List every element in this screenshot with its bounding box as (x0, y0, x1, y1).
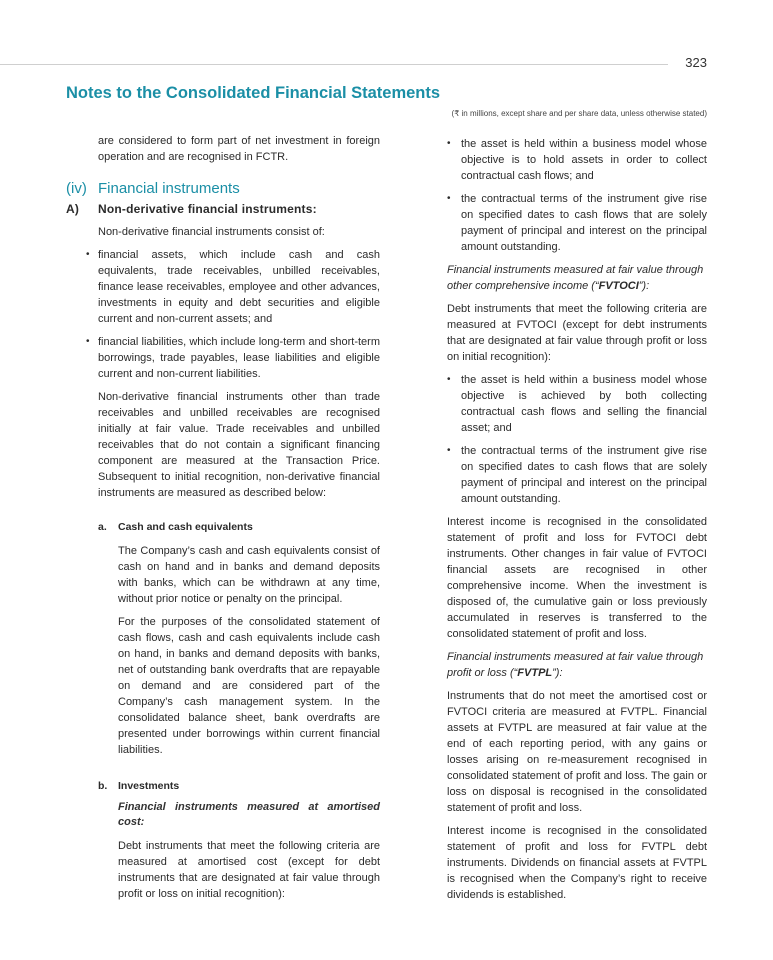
heading-abbrev: FVTPL (517, 667, 553, 679)
fvtoci-criteria-list (447, 372, 707, 507)
item-letter: b. (98, 780, 108, 792)
fvtpl-heading (447, 649, 707, 681)
section-number: (iv) (66, 180, 87, 197)
heading-text: Financial instruments measured at fair value through profit or loss (“ (447, 651, 704, 679)
list-item: • financial assets, which include cash and cash equivalents, trade receivables, unbilled receivables, finance lease receivables, employee and other advances, investments in equity and debt securities and eligible current and non-current assets; and (88, 247, 380, 327)
subsection-number: A) (66, 202, 80, 216)
item-letter: a. (98, 521, 107, 533)
heading-text-end: ”): (552, 667, 563, 679)
continuation-paragraph: are considered to form part of net investment in foreign operation and are recognised in FCTR. (98, 135, 380, 163)
currency-note: (₹ in millions, except share and per share data, unless otherwise stated) (451, 109, 707, 118)
heading-text-end: ”): (638, 280, 650, 292)
body-paragraph: Interest income is recognised in the consolidated statement of profit and loss for FVTOCI debt instruments. Other changes in fair value of FVTOCI financial assets are recognised in other comprehensive income. When the investment is disposed of, the cumulative gain or loss previously accumulated in reserves is transferred to the consolidated statement of profit and loss. (447, 516, 707, 640)
left-column (66, 133, 380, 909)
body-paragraph: Instruments that do not meet the amortised cost or FVTOCI criteria are measured at FVTPL. Financial assets at FVTPL are measured at fair value at the end of each reporting period, with any gains or losses arising on re-measurement recognised in consolidated statement of profit and loss. The gain or loss on disposal is recognised in the consolidated statement of profit and loss. (447, 690, 707, 814)
heading-investments (98, 778, 380, 794)
body-paragraph: Debt instruments that meet the following criteria are measured at amortised cost (except for debt instruments that are designated at fair value through profit or loss on initial recognition): (118, 840, 380, 900)
instrument-list (98, 247, 380, 382)
list-item: • financial liabilities, which include long-term and short-term borrowings, trade payables, lease liabilities and eligible current and non-current liabilities. (88, 334, 380, 382)
list-item: • the contractual terms of the instrument give rise on specified dates to cash flows that are solely payment of principal and interest on the principal amount outstanding. (447, 191, 707, 255)
page-number: 323 (685, 55, 707, 70)
heading-text: Financial instruments measured at fair value through other comprehensive income (“ (447, 264, 704, 292)
subsection-title: Non-derivative financial instruments: (98, 202, 317, 216)
subsection-heading-a (66, 201, 380, 217)
amortised-cost-heading: Financial instruments measured at amortised cost: (118, 801, 380, 828)
body-paragraph: Interest income is recognised in the consolidated statement of profit and loss for FVTPL debt instruments. Dividends on financial assets at FVTPL is recognised when the Company’s right to receive dividends is established. (447, 825, 707, 901)
page-title: Notes to the Consolidated Financial Statements (66, 84, 441, 102)
body-paragraph: Debt instruments that meet the following criteria are measured at FVTOCI (except for debt instruments that are designated at fair value through profit or loss on initial recognition): (447, 303, 707, 363)
list-item: • the asset is held within a business model whose objective is to hold assets in order to collect contractual cash flows; and (447, 136, 707, 184)
amortised-criteria-list (447, 136, 707, 255)
fvtoci-heading (447, 262, 707, 294)
list-item: • the asset is held within a business model whose objective is achieved by both collecting contractual cash flows and selling the financial asset; and (447, 372, 707, 436)
body-paragraph: Non-derivative financial instruments other than trade receivables and unbilled receivables are recognised initially at fair value. Trade receivables and unbilled receivables that do not contain a significant financing component are measured at the Transaction Price. Subsequent to initial recognition, non-derivative financial instruments are measured as described below: (98, 391, 380, 499)
section-title: Financial instruments (98, 180, 240, 197)
item-title: Cash and cash equivalents (118, 521, 253, 533)
body-paragraph: The Company’s cash and cash equivalents consist of cash on hand and in banks and demand deposits with banks, which can be withdrawn at any time, without prior notice or penalty on the principal. (118, 545, 380, 605)
heading-abbrev: FVTOCI (598, 280, 639, 292)
right-column (447, 136, 707, 910)
header-rule (0, 64, 668, 65)
intro-paragraph: Non-derivative financial instruments consist of: (98, 226, 325, 238)
section-heading-iv (66, 181, 380, 197)
heading-cash (98, 519, 380, 535)
item-title: Investments (118, 780, 180, 792)
list-item: • the contractual terms of the instrument give rise on specified dates to cash flows that are solely payment of principal and interest on the principal amount outstanding. (447, 443, 707, 507)
body-paragraph: For the purposes of the consolidated statement of cash flows, cash and cash equivalents include cash on hand, in banks and demand deposits with banks, net of outstanding bank overdrafts that are repayable on demand and are considered part of the Company’s cash management system. In the consolidated balance sheet, bank overdrafts are presented under borrowings within current financial liabilities. (118, 616, 380, 756)
